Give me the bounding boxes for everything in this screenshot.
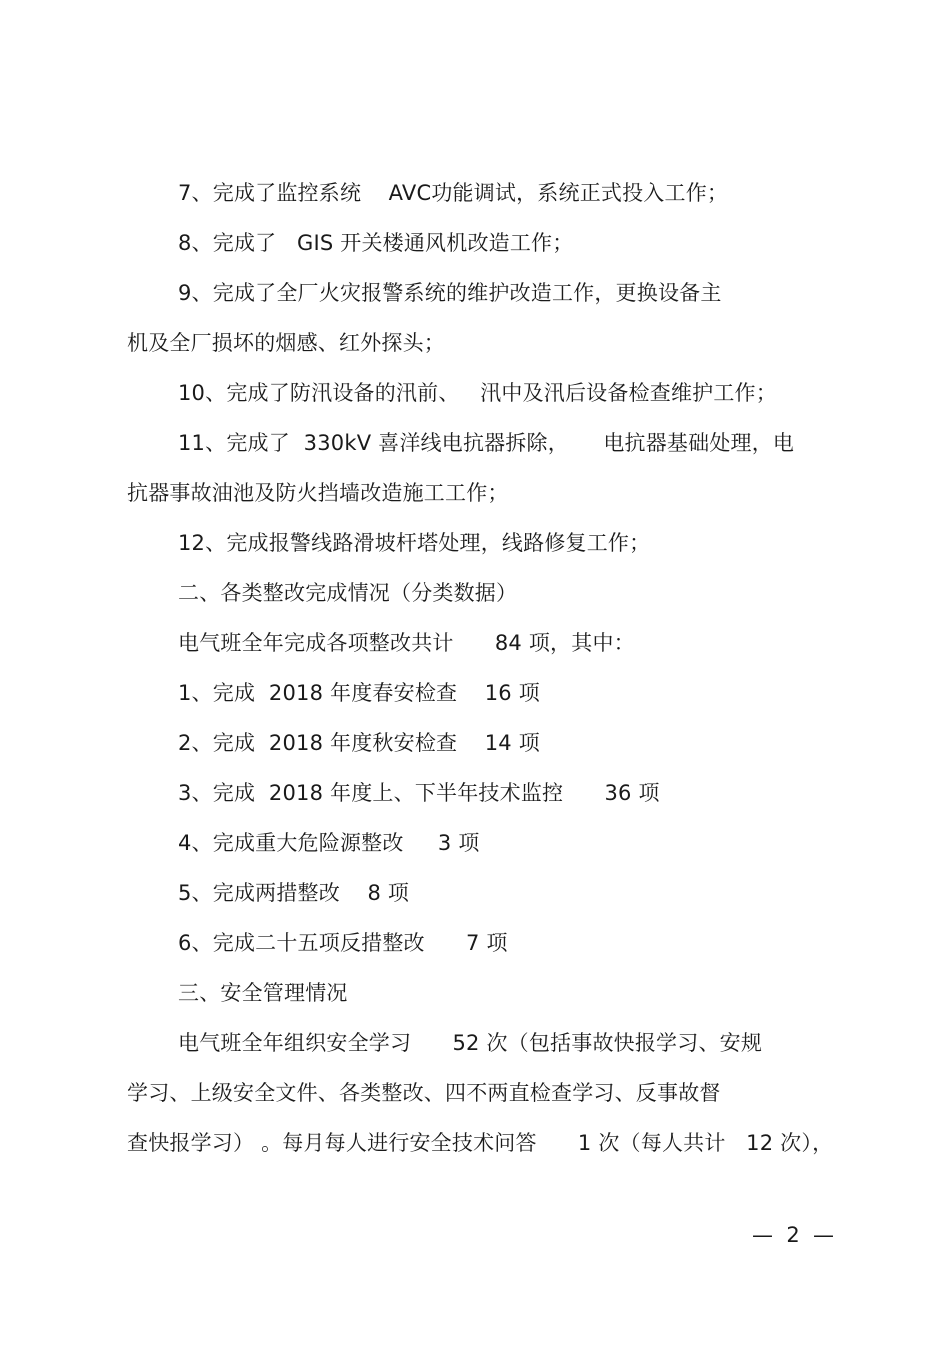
text-line-item-12: 12、完成报警线路滑坡杆塔处理，线路修复工作；	[178, 531, 651, 555]
text-line-rect-3: 3、完成 2018 年度上、下半年技术监控 36 项	[178, 781, 660, 805]
section-heading-3: 三、安全管理情况	[178, 981, 348, 1005]
text-line-item-9-cont: 机及全厂损坏的烟感、红外探头；	[127, 331, 445, 355]
section-heading-2: 二、各类整改完成情况（分类数据）	[178, 581, 518, 605]
text-line-safety-2: 学习、上级安全文件、各类整改、四不两直检查学习、反事故督	[127, 1081, 721, 1105]
text-line-safety-1: 电气班全年组织安全学习 52 次（包括事故快报学习、安规	[178, 1031, 763, 1055]
text-line-rect-6: 6、完成二十五项反措整改 7 项	[178, 931, 508, 955]
text-line-rect-1: 1、完成 2018 年度春安检查 16 项	[178, 681, 540, 705]
page-number: — 2 —	[752, 1223, 835, 1247]
text-line-rect-2: 2、完成 2018 年度秋安检查 14 项	[178, 731, 540, 755]
text-line-item-11: 11、完成了 330kV 喜洋线电抗器拆除， 电抗器基础处理，电	[178, 431, 795, 455]
text-line-item-7: 7、完成了监控系统 AVC功能调试，系统正式投入工作；	[178, 181, 729, 205]
text-line-rect-4: 4、完成重大危险源整改 3 项	[178, 831, 480, 855]
text-line-item-10: 10、完成了防汛设备的汛前、 汛中及汛后设备检查维护工作；	[178, 381, 777, 405]
text-line-safety-3: 查快报学习） 。每月每人进行安全技术问答 1 次（每人共计 12 次），	[127, 1131, 834, 1155]
text-line-item-8: 8、完成了 GIS 开关楼通风机改造工作；	[178, 231, 574, 255]
text-line-item-11-cont: 抗器事故油池及防火挡墙改造施工工作；	[127, 481, 509, 505]
text-line-item-9: 9、完成了全厂火灾报警系统的维护改造工作，更换设备主	[178, 281, 722, 305]
text-line-rect-5: 5、完成两措整改 8 项	[178, 881, 410, 905]
text-line-summary: 电气班全年完成各项整改共计 84 项，其中：	[178, 631, 635, 655]
